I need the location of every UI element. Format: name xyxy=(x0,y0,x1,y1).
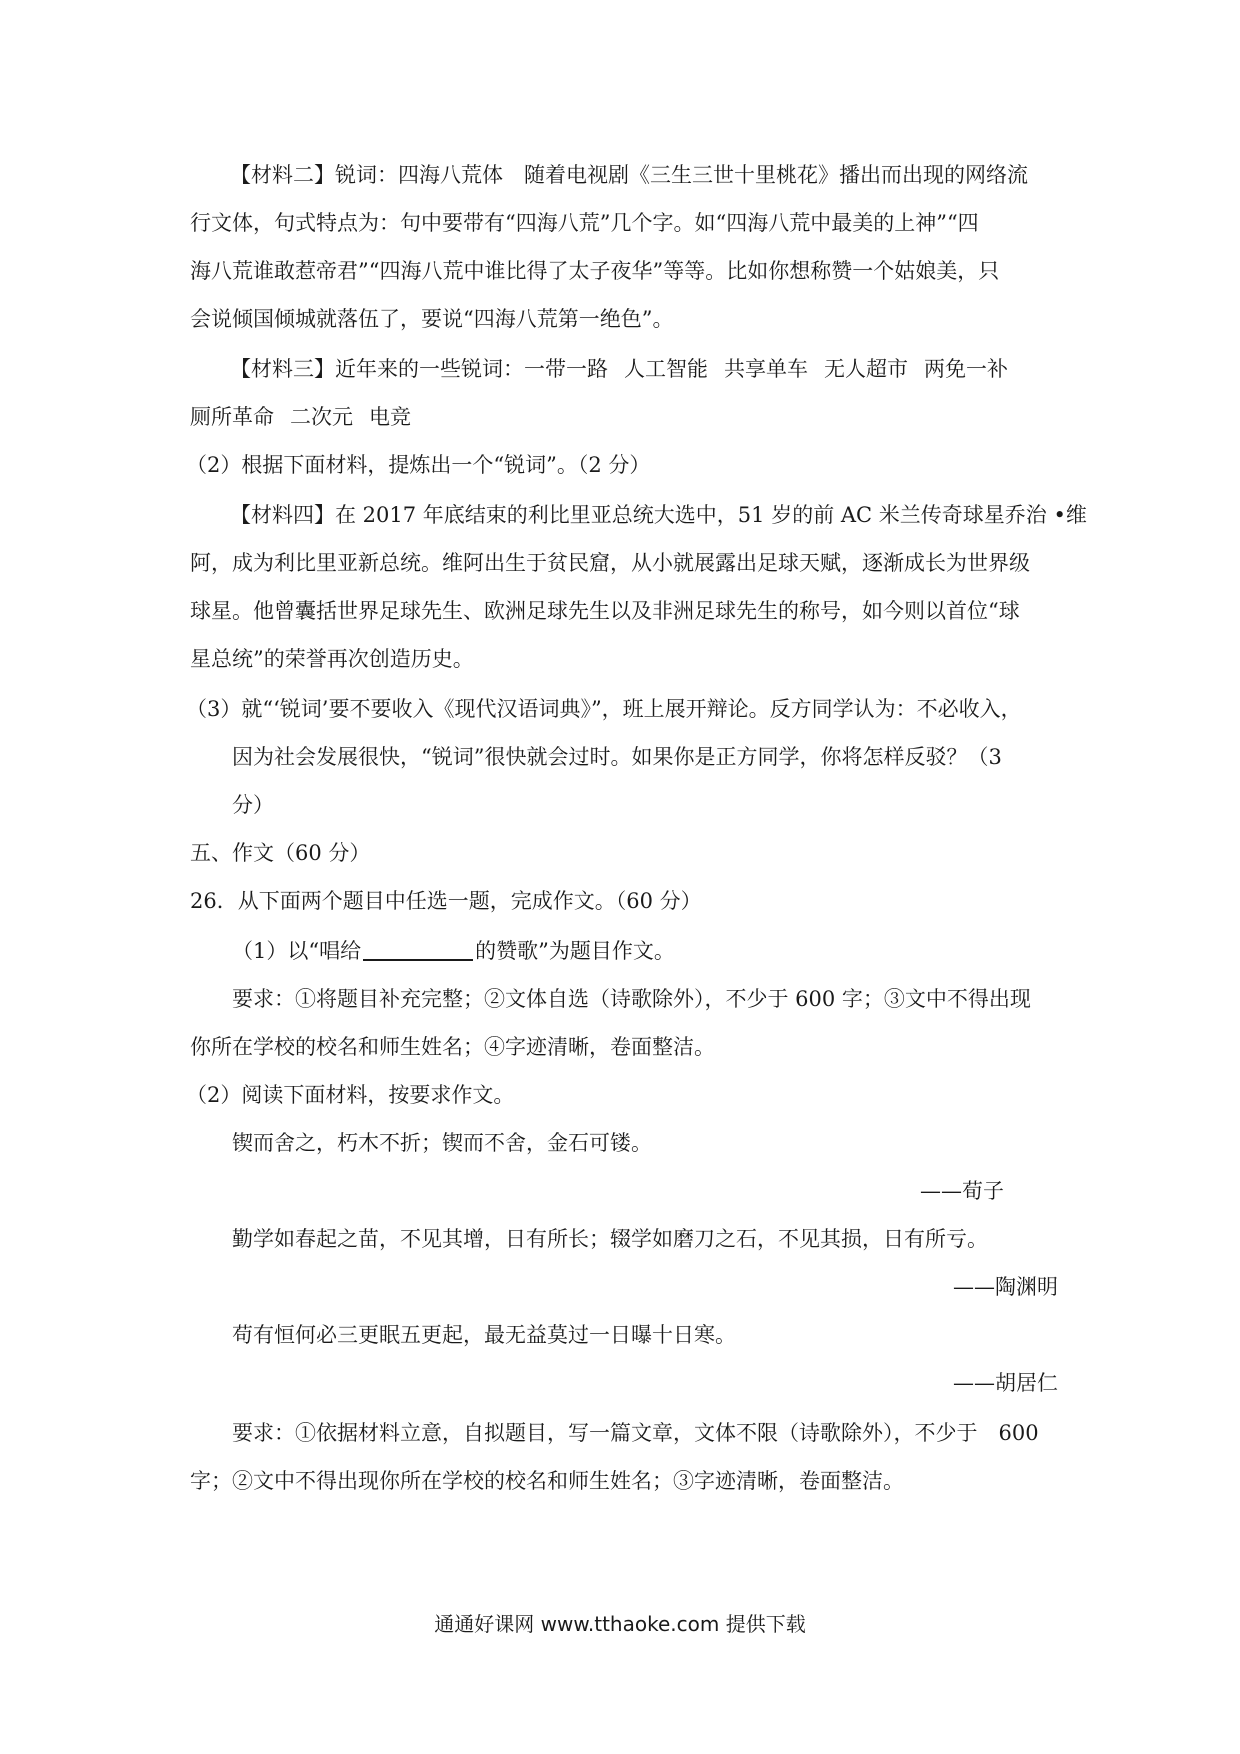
material2-line1: 【材料二】锐词：四海八荒体 随着电视剧《三生三世十里桃花》播出而出现的网络流 xyxy=(230,163,1028,187)
footer-text: 通通好课网 www.tthaoke.com 提供下载 xyxy=(434,1612,806,1636)
keyword: 人工智能 xyxy=(624,357,708,381)
material4-line2: 阿，成为利比里亚新总统。维阿出生于贫民窟，从小就展露出足球天赋，逐渐成长为世界级 xyxy=(190,551,1030,575)
material2-line2: 行文体，句式特点为：句中要带有“四海八荒”几个字。如“四海八荒中最美的上神”“四 xyxy=(190,211,979,235)
quote-1-author: ——荀子 xyxy=(920,1179,1004,1203)
material4-line4: 星总统”的荣誉再次创造历史。 xyxy=(190,647,474,671)
question-3-line1: （3）就“‘锐词’要不要收入《现代汉语词典》”，班上展开辩论。反方同学认为：不必收入， xyxy=(186,697,1022,721)
question-3-line3: 分） xyxy=(232,793,274,817)
keyword: 一带一路 xyxy=(524,357,608,381)
keyword: 两免一补 xyxy=(924,357,1008,381)
quote-1: 锲而舍之，朽木不折；锲而不舍，金石可镂。 xyxy=(232,1131,652,1155)
title-blank xyxy=(363,937,473,961)
quote-2: 勤学如春起之苗，不见其增，日有所长；辍学如磨刀之石，不见其损，日有所亏。 xyxy=(232,1227,988,1251)
topic1-title xyxy=(232,936,1102,966)
keyword: 二次元 xyxy=(290,405,353,429)
keyword: 无人超市 xyxy=(824,357,908,381)
topic1-requirement-line2: 你所在学校的校名和师生姓名；④字迹清晰，卷面整洁。 xyxy=(190,1035,715,1059)
topic1-prefix: （1）以“唱给 xyxy=(232,939,362,963)
topic2-requirement-line1: 要求：①依据材料立意，自拟题目，写一篇文章，文体不限（诗歌除外），不少于 600 xyxy=(232,1421,1039,1445)
material4-line3: 球星。他曾囊括世界足球先生、欧洲足球先生以及非洲足球先生的称号，如今则以首位“球 xyxy=(190,599,1020,623)
keyword: 电竞 xyxy=(369,405,411,429)
topic1-requirement-line1: 要求：①将题目补充完整；②文体自选（诗歌除外），不少于 600 字；③文中不得出现 xyxy=(232,987,1031,1011)
keyword: 共享单车 xyxy=(724,357,808,381)
question-2: （2）根据下面材料，提炼出一个“锐词”。（2 分） xyxy=(186,453,651,477)
material3-label: 【材料三】近年来的一些锐词： xyxy=(230,357,524,381)
quote-3-author: ——胡居仁 xyxy=(953,1371,1058,1395)
section-title: 五、作文（60 分） xyxy=(190,841,371,865)
material3-line2 xyxy=(190,402,1060,432)
quote-2-author: ——陶渊明 xyxy=(953,1275,1058,1299)
material2-line4: 会说倾国倾城就落伍了，要说“四海八荒第一绝色”。 xyxy=(190,307,674,331)
question-3-line2: 因为社会发展很快，“锐词”很快就会过时。如果你是正方同学，你将怎样反驳？（3 xyxy=(232,745,1002,769)
topic1-suffix: 的赞歌”为题目作文。 xyxy=(475,939,675,963)
material2-line3: 海八荒谁敢惹帝君”“四海八荒中谁比得了太子夜华”等等。比如你想称赞一个姑娘美，只 xyxy=(190,259,1000,283)
material4-line1: 【材料四】在 2017 年底结束的利比里亚总统大选中，51 岁的前 AC 米兰传奇球星乔治 •维 xyxy=(230,503,1087,527)
topic2-requirement-line2: 字；②文中不得出现你所在学校的校名和师生姓名；③字迹清晰，卷面整洁。 xyxy=(190,1469,904,1493)
question-26: 26．从下面两个题目中任选一题，完成作文。（60 分） xyxy=(190,889,702,913)
keyword: 厕所革命 xyxy=(190,405,274,429)
topic2-intro: （2）阅读下面材料，按要求作文。 xyxy=(186,1083,515,1107)
quote-3: 苟有恒何必三更眠五更起，最无益莫过一日曝十日寒。 xyxy=(232,1323,736,1347)
material3-line1 xyxy=(230,354,1100,384)
